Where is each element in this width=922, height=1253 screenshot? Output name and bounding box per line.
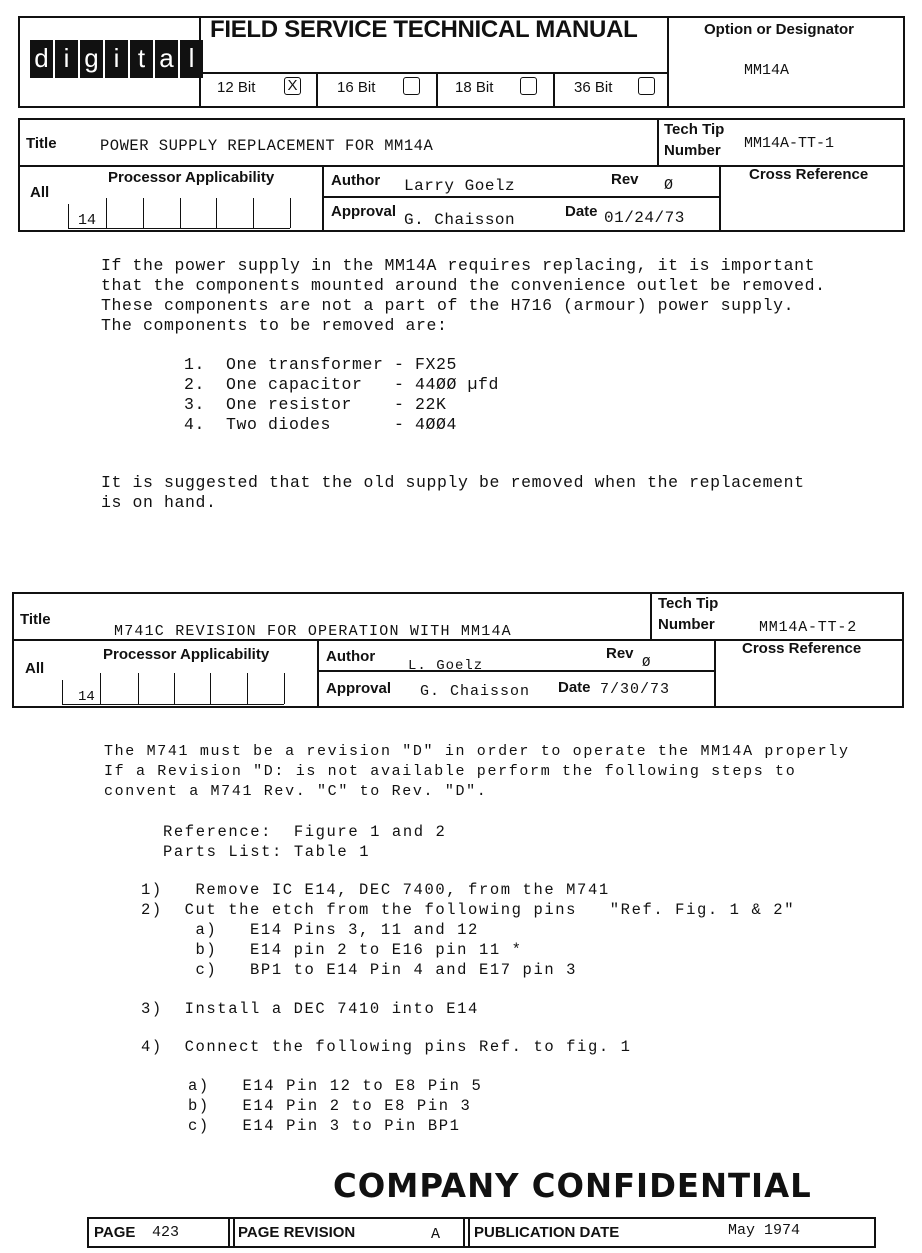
bit-checkbox[interactable]: [520, 77, 537, 95]
bit-label: 12 Bit: [217, 79, 256, 96]
list-item: 4. Two diodes - 4ØØ4: [184, 415, 458, 434]
page-revision-label: PAGE REVISION: [238, 1224, 356, 1241]
logo-letter: i: [55, 40, 78, 78]
title-label: Title: [26, 135, 57, 152]
tip1-intro-text: If the power supply in the MM14A requires replacing, it is important that the components mounted around the convenience outlet be removed. These components are not a part of the H716 (armour) power supply. The components to be removed are:: [101, 256, 826, 335]
step-3: 3) Install a DEC 7410 into E14: [141, 1000, 479, 1018]
approval-value: G. Chaisson: [404, 211, 516, 229]
approval-label: Approval: [326, 680, 392, 697]
date-value: 01/24/73: [604, 209, 685, 227]
author-label: Author: [326, 648, 376, 665]
logo-letter: i: [105, 40, 128, 78]
all-label: All: [25, 660, 45, 677]
company-confidential-stamp: COMPANY CONFIDENTIAL: [333, 1166, 812, 1205]
tip-title: POWER SUPPLY REPLACEMENT FOR MM14A: [100, 137, 434, 155]
page-revision-value: A: [431, 1226, 441, 1243]
processor-applicability-label: Processor Applicability: [108, 169, 275, 186]
manual-title: FIELD SERVICE TECHNICAL MANUAL: [210, 16, 638, 43]
date-label: Date: [558, 679, 591, 696]
tech-tip-label: Tech Tip: [658, 595, 719, 612]
processor-applicability-label: Processor Applicability: [103, 646, 270, 663]
cross-reference-label: Cross Reference: [749, 166, 869, 183]
author-value: L. Goelz: [408, 658, 484, 674]
logo-letter: g: [80, 40, 103, 78]
tech-tip-label: Tech Tip: [664, 121, 725, 138]
list-item: 3. One resistor - 22K: [184, 395, 447, 414]
step-4: 4) Connect the following pins Ref. to fig. 1: [141, 1038, 632, 1056]
date-label: Date: [565, 203, 598, 220]
date-value: 7/30/73: [600, 681, 671, 698]
rev-label: Rev: [611, 171, 639, 188]
approval-label: Approval: [331, 203, 397, 220]
logo-letter: d: [30, 40, 53, 78]
all-label: All: [30, 184, 50, 201]
reference-text: Reference: Figure 1 and 2 Parts List: Table 1: [163, 823, 447, 861]
steps-1-2: 1) Remove IC E14, DEC 7400, from the M741 2) Cut the etch from the following pins "Ref. Fig. 1 & 2" a) E14 Pins 3, 11 and 12 b) E14 pin 2 to E16 pin 11 * c) BP1 to E14 Pin 4 and E17 pin 3: [141, 881, 796, 979]
tech-tip-number: MM14A-TT-1: [744, 135, 835, 152]
rev-value: Ø: [642, 655, 651, 671]
cross-reference-label: Cross Reference: [742, 640, 862, 657]
option-designator-value: MM14A: [744, 62, 790, 79]
number-label: Number: [658, 616, 715, 633]
bit-label: 36 Bit: [574, 79, 613, 96]
tip-title: M741C REVISION FOR OPERATION WITH MM14A: [114, 623, 512, 640]
page-label: PAGE: [94, 1224, 136, 1241]
page-number: 423: [152, 1224, 180, 1241]
digital-logo: [30, 40, 203, 78]
bit-checkbox[interactable]: X: [284, 77, 301, 95]
logo-letter: t: [130, 40, 153, 78]
step-4-items: a) E14 Pin 12 to E8 Pin 5 b) E14 Pin 2 to E8 Pin 3 c) E14 Pin 3 to Pin BP1: [188, 1077, 483, 1135]
rev-label: Rev: [606, 645, 634, 662]
author-value: Larry Goelz: [404, 177, 516, 195]
rev-value: Ø: [664, 177, 674, 194]
processor-value: 14: [78, 212, 97, 229]
tip2-intro-text: The M741 must be a revision "D" in order to operate the MM14A properly If a Revision "D: is not available perform the following steps to convent a M741 Rev. "C" to Rev. "D".: [104, 743, 850, 800]
author-label: Author: [331, 172, 381, 189]
approval-value: G. Chaisson: [420, 683, 531, 700]
logo-letter: a: [155, 40, 178, 78]
logo-letter: l: [180, 40, 203, 78]
tip1-closing-text: It is suggested that the old supply be removed when the replacement is on hand.: [101, 473, 805, 512]
publication-date-value: May 1974: [728, 1222, 801, 1239]
publication-date-label: PUBLICATION DATE: [474, 1224, 620, 1241]
title-label: Title: [20, 611, 51, 628]
bit-checkbox[interactable]: [403, 77, 420, 95]
list-item: 1. One transformer - FX25: [184, 355, 458, 374]
bit-label: 16 Bit: [337, 79, 376, 96]
processor-value: 14: [78, 689, 95, 705]
tech-tip-number: MM14A-TT-2: [759, 619, 858, 636]
number-label: Number: [664, 142, 721, 159]
option-designator-label: Option or Designator: [704, 21, 854, 38]
bit-label: 18 Bit: [455, 79, 494, 96]
list-item: 2. One capacitor - 44ØØ µfd: [184, 375, 500, 394]
bit-checkbox[interactable]: [638, 77, 655, 95]
